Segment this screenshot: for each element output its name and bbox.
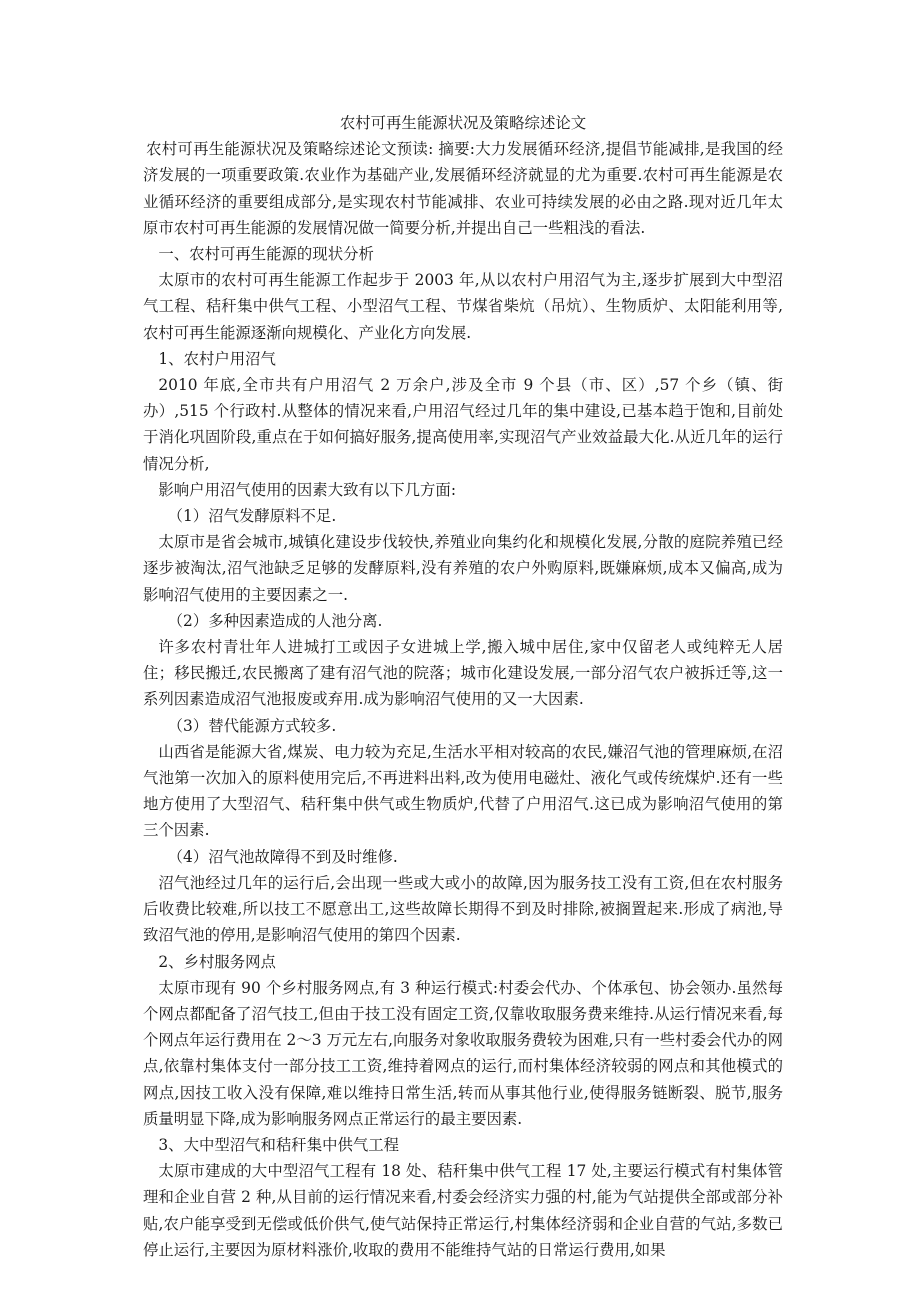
factor-heading-3: （3）替代能源方式较多. <box>167 716 337 735</box>
factor-heading-1: （1）沼气发酵原料不足. <box>167 507 337 526</box>
body-paragraph: 影响户用沼气使用的因素大致有以下几方面: <box>158 480 456 499</box>
body-paragraph: 许多农村青壮年人进城打工或因子女进城上学,搬入城中居住,家中仅留老人或纯粹无人居住；移民搬迁,农民搬离了建有沼气池的院落；城市化建设发展,一部分沼气农户被拆迁等,这一系列因素造成沼气池报废或弃用.成为影响沼气使用的又一大因素. <box>143 638 783 709</box>
subsection-heading-1: 1、农村户用沼气 <box>158 349 276 368</box>
body-paragraph: 太原市是省会城市,城镇化建设步伐较快,养殖业向集约化和规模化发展,分散的庭院养殖已经逐步被淘汰,沼气池缺乏足够的发酵原料,没有养殖的农户外购原料,既嫌麻烦,成本又偏高,成为影响沼气使用的主要因素之一. <box>143 533 783 604</box>
document-title: 农村可再生能源状况及策略综述论文 <box>339 114 587 132</box>
body-paragraph: 山西省是能源大省,煤炭、电力较为充足,生活水平相对较高的农民,嫌沼气池的管理麻烦,在沼气池第一次加入的原料使用完后,不再进料出料,改为使用电磁灶、液化气或传统煤炉.还有一些地方使用了大型沼气、秸秆集中供气或生物质炉,代替了户用沼气.这已成为影响沼气使用的第三个因素. <box>143 742 783 840</box>
body-paragraph: 沼气池经过几年的运行后,会出现一些或大或小的故障,因为服务技工没有工资,但在农村服务后收费比较难,所以技工不愿意出工,这些故障长期得不到及时排除,被搁置起来.形成了病池,导致沼气池的停用,是影响沼气使用的第四个因素. <box>143 873 783 945</box>
factor-heading-4: （4）沼气池故障得不到及时维修. <box>167 847 398 866</box>
factor-heading-2: （2）多种因素造成的人池分离. <box>167 611 383 630</box>
body-paragraph: 太原市现有 90 个乡村服务网点,有 3 种运行模式:村委会代办、个体承包、协会领办.虽然每个网点都配备了沼气技工,但由于技工没有固定工资,仅靠收取服务费来维持.从运行情况来看,每个网点年运行费用在 2～3 万元左右,向服务对象收取服务费较为困难,只有一些村委会代办的网点,依靠村集体支付一部分技工工资,维持着网点的运行,而村集体经济较弱的网点和其他模式的网点,因技工收入没有保障,难以维持日常生活,转而从事其他行业,使得服务链断裂、脱节,服务质量明显下降,成为影响服务网点正常运行的最主要因素. <box>143 978 783 1128</box>
document-page <box>143 110 783 1263</box>
body-paragraph: 2010 年底,全市共有户用沼气 2 万余户,涉及全市 9 个县（市、区）,57 个乡（镇、街办）,515 个行政村.从整体的情况来看,户用沼气经过几年的集中建设,已基本趋于饱和,目前处于消化巩固阶段,重点在于如何搞好服务,提高使用率,实现沼气产业效益最大化.从近几年的运行情况分析, <box>143 376 783 473</box>
section-heading-1: 一、农村可再生能源的现状分析 <box>158 245 374 264</box>
subsection-heading-3: 3、大中型沼气和秸秆集中供气工程 <box>158 1135 400 1154</box>
body-paragraph: 太原市建成的大中型沼气工程有 18 处、秸秆集中供气工程 17 处,主要运行模式有村集体管理和企业自营 2 种,从目前的运行情况来看,村委会经济实力强的村,能为气站提供全部或部分补贴,农户能享受到无偿或低价供气,使气站保持正常运行,村集体经济弱和企业自营的气站,多数已停止运行,主要因为原材料涨价,收取的费用不能维持气站的日常运行费用,如果 <box>143 1162 783 1259</box>
subsection-heading-2: 2、乡村服务网点 <box>158 952 276 971</box>
abstract-paragraph: 农村可再生能源状况及策略综述论文预读: 摘要:大力发展循环经济,提倡节能减排,是我国的经济发展的一项重要政策.农业作为基础产业,发展循环经济就显的尤为重要.农村可再生能源是农业循环经济的重要组成部分,是实现农村节能减排、农业可持续发展的必由之路.现对近几年太原市农村可再生能源的发展情况做一简要分析,并提出自己一些粗浅的看法. <box>143 140 783 237</box>
body-paragraph: 太原市的农村可再生能源工作起步于 2003 年,从以农村户用沼气为主,逐步扩展到大中型沼气工程、秸秆集中供气工程、小型沼气工程、节煤省柴炕（吊炕）、生物质炉、太阳能利用等,农村可再生能源逐渐向规模化、产业化方向发展. <box>143 271 783 342</box>
